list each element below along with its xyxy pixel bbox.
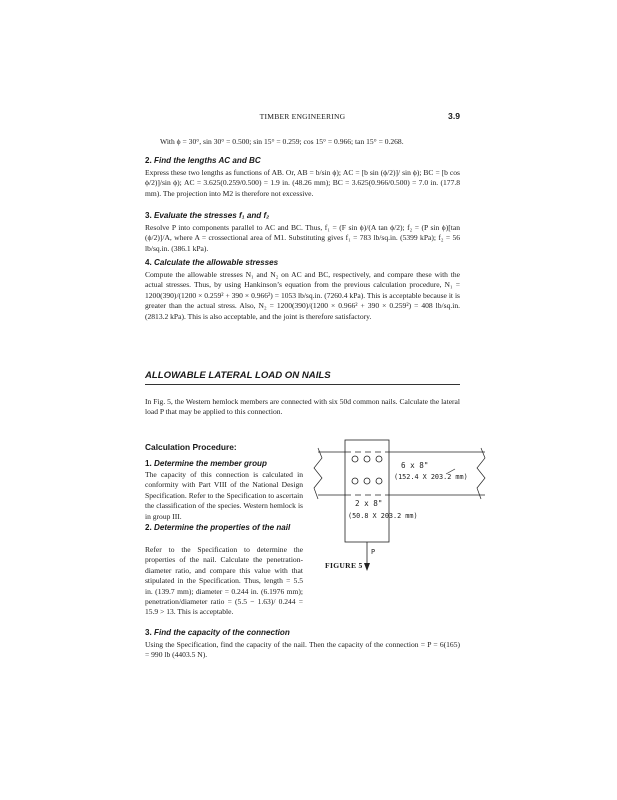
- load-arrowhead: [364, 563, 370, 571]
- label-6x8-metric: (152.4 X 203.2 mm): [394, 473, 468, 481]
- step-title: Determine the properties of the nail: [154, 523, 291, 532]
- step-body: Express these two lengths as functions of AB. Or, AB = b/sin ϕ); AC = [b sin (ϕ/2)]/ sin ϕ); BC = [b cos ϕ/2)]/sin ϕ); AC = 3.625(0.259/0.500) = 1.9 in. (48.26 mm); BC = 3.625(0.966/0.500) = 7.0 in. (177.8 mm). The projection into M2 is therefore not excessive.: [145, 168, 460, 198]
- label-2x8-metric: (50.8 X 203.2 mm): [348, 512, 418, 520]
- step-title: Find the lengths AC and BC: [154, 156, 261, 165]
- section-title: ALLOWABLE LATERAL LOAD ON NAILS: [145, 370, 331, 381]
- nail-head: [352, 456, 358, 462]
- procedure-heading: Calculation Procedure:: [145, 442, 237, 452]
- nail-group: [352, 456, 382, 484]
- step-title: Find the capacity of the connection: [154, 628, 290, 637]
- step-number: 1.: [145, 459, 152, 468]
- step-number: 4.: [145, 258, 152, 267]
- step-body: Resolve P into components parallel to AC and BC. Thus, f₁ = (F sin ϕ)/(A tan ϕ/2); f₂ = (P sin ϕ)[tan (ϕ/2)]/A, where A = crossectional area of M1. Substituting gives f₁ = 783 lb/sq.in. (5399 kPa); f₂ = 56 lb/sq.in. (386.1 kPa).: [145, 223, 460, 253]
- figure-caption: FIGURE 5: [325, 561, 363, 570]
- left-break-mark: [314, 448, 322, 499]
- intro-line: With ϕ = 30°, sin 30° = 0.500; sin 15° = 0.259; cos 15° = 0.966; tan 15° = 0.268.: [160, 137, 404, 146]
- step-title: Determine the member group: [154, 459, 267, 468]
- center-member: [345, 440, 389, 542]
- nail-head: [376, 478, 382, 484]
- running-title: TIMBER ENGINEERING: [259, 112, 346, 121]
- step-body: Compute the allowable stresses N₁ and N₂ on AC and BC, respectively, and compare these with the actual stresses. Thus, by using Hankinson’s equation from the previous calculation procedure, N₁ = 1200(390)/(1200 × 0.259² + 390 × 0.966²) = 1053 lb/sq.in. (7260.4 kPa). This is acceptable because it is greater than the actual stress. Also, N₂ = 1200(390)/(1200 × 0.966² + 390 × 0.259²) = 408 lb/sq.in. (2813.2 kPa). This is also acceptable, and the joint is therefore satisfactory.: [145, 270, 460, 321]
- step-body: Refer to the Specification to determine the properties of the nail. Calculate the penetration-diameter ratio, and compare this value with that stipulated in the Specification. Thus, length = 5.5 in. (139.7 mm); diameter = 0.244 in. (6.1976 mm); penetration/diameter ratio = (5.5 − 1.63)/ 0.244 = 15.9 > 13. This is acceptable.: [145, 545, 303, 617]
- right-break-mark: [477, 448, 485, 499]
- problem-statement: In Fig. 5, the Western hemlock members are connected with six 50d common nails. Calculate the lateral load P that may be applied to this connection.: [145, 397, 460, 417]
- nail-head: [352, 478, 358, 484]
- page-number: 3.9: [448, 111, 460, 121]
- step-number: 3.: [145, 211, 152, 220]
- step-body: The capacity of this connection is calculated in conformity with Part VIII of the National Design Specification. Refer to the Specification to ascertain the classification of the species. Western hemlock is in group III.: [145, 470, 303, 521]
- nail-head: [364, 456, 370, 462]
- label-load-p: P: [371, 548, 376, 556]
- step-number: 3.: [145, 628, 152, 637]
- step-title: Evaluate the stresses f₁ and f₂: [154, 211, 270, 220]
- step-number: 2.: [145, 156, 152, 165]
- label-2x8: 2 x 8": [355, 499, 383, 508]
- step-number: 2.: [145, 523, 152, 532]
- step-body: Using the Specification, find the capacity of the nail. Then the capacity of the connection = P = 6(165) = 990 lb (4403.5 N).: [145, 640, 460, 660]
- nail-head: [364, 478, 370, 484]
- nail-head: [376, 456, 382, 462]
- step-title: Calculate the allowable stresses: [154, 258, 279, 267]
- label-6x8: 6 x 8": [401, 461, 429, 470]
